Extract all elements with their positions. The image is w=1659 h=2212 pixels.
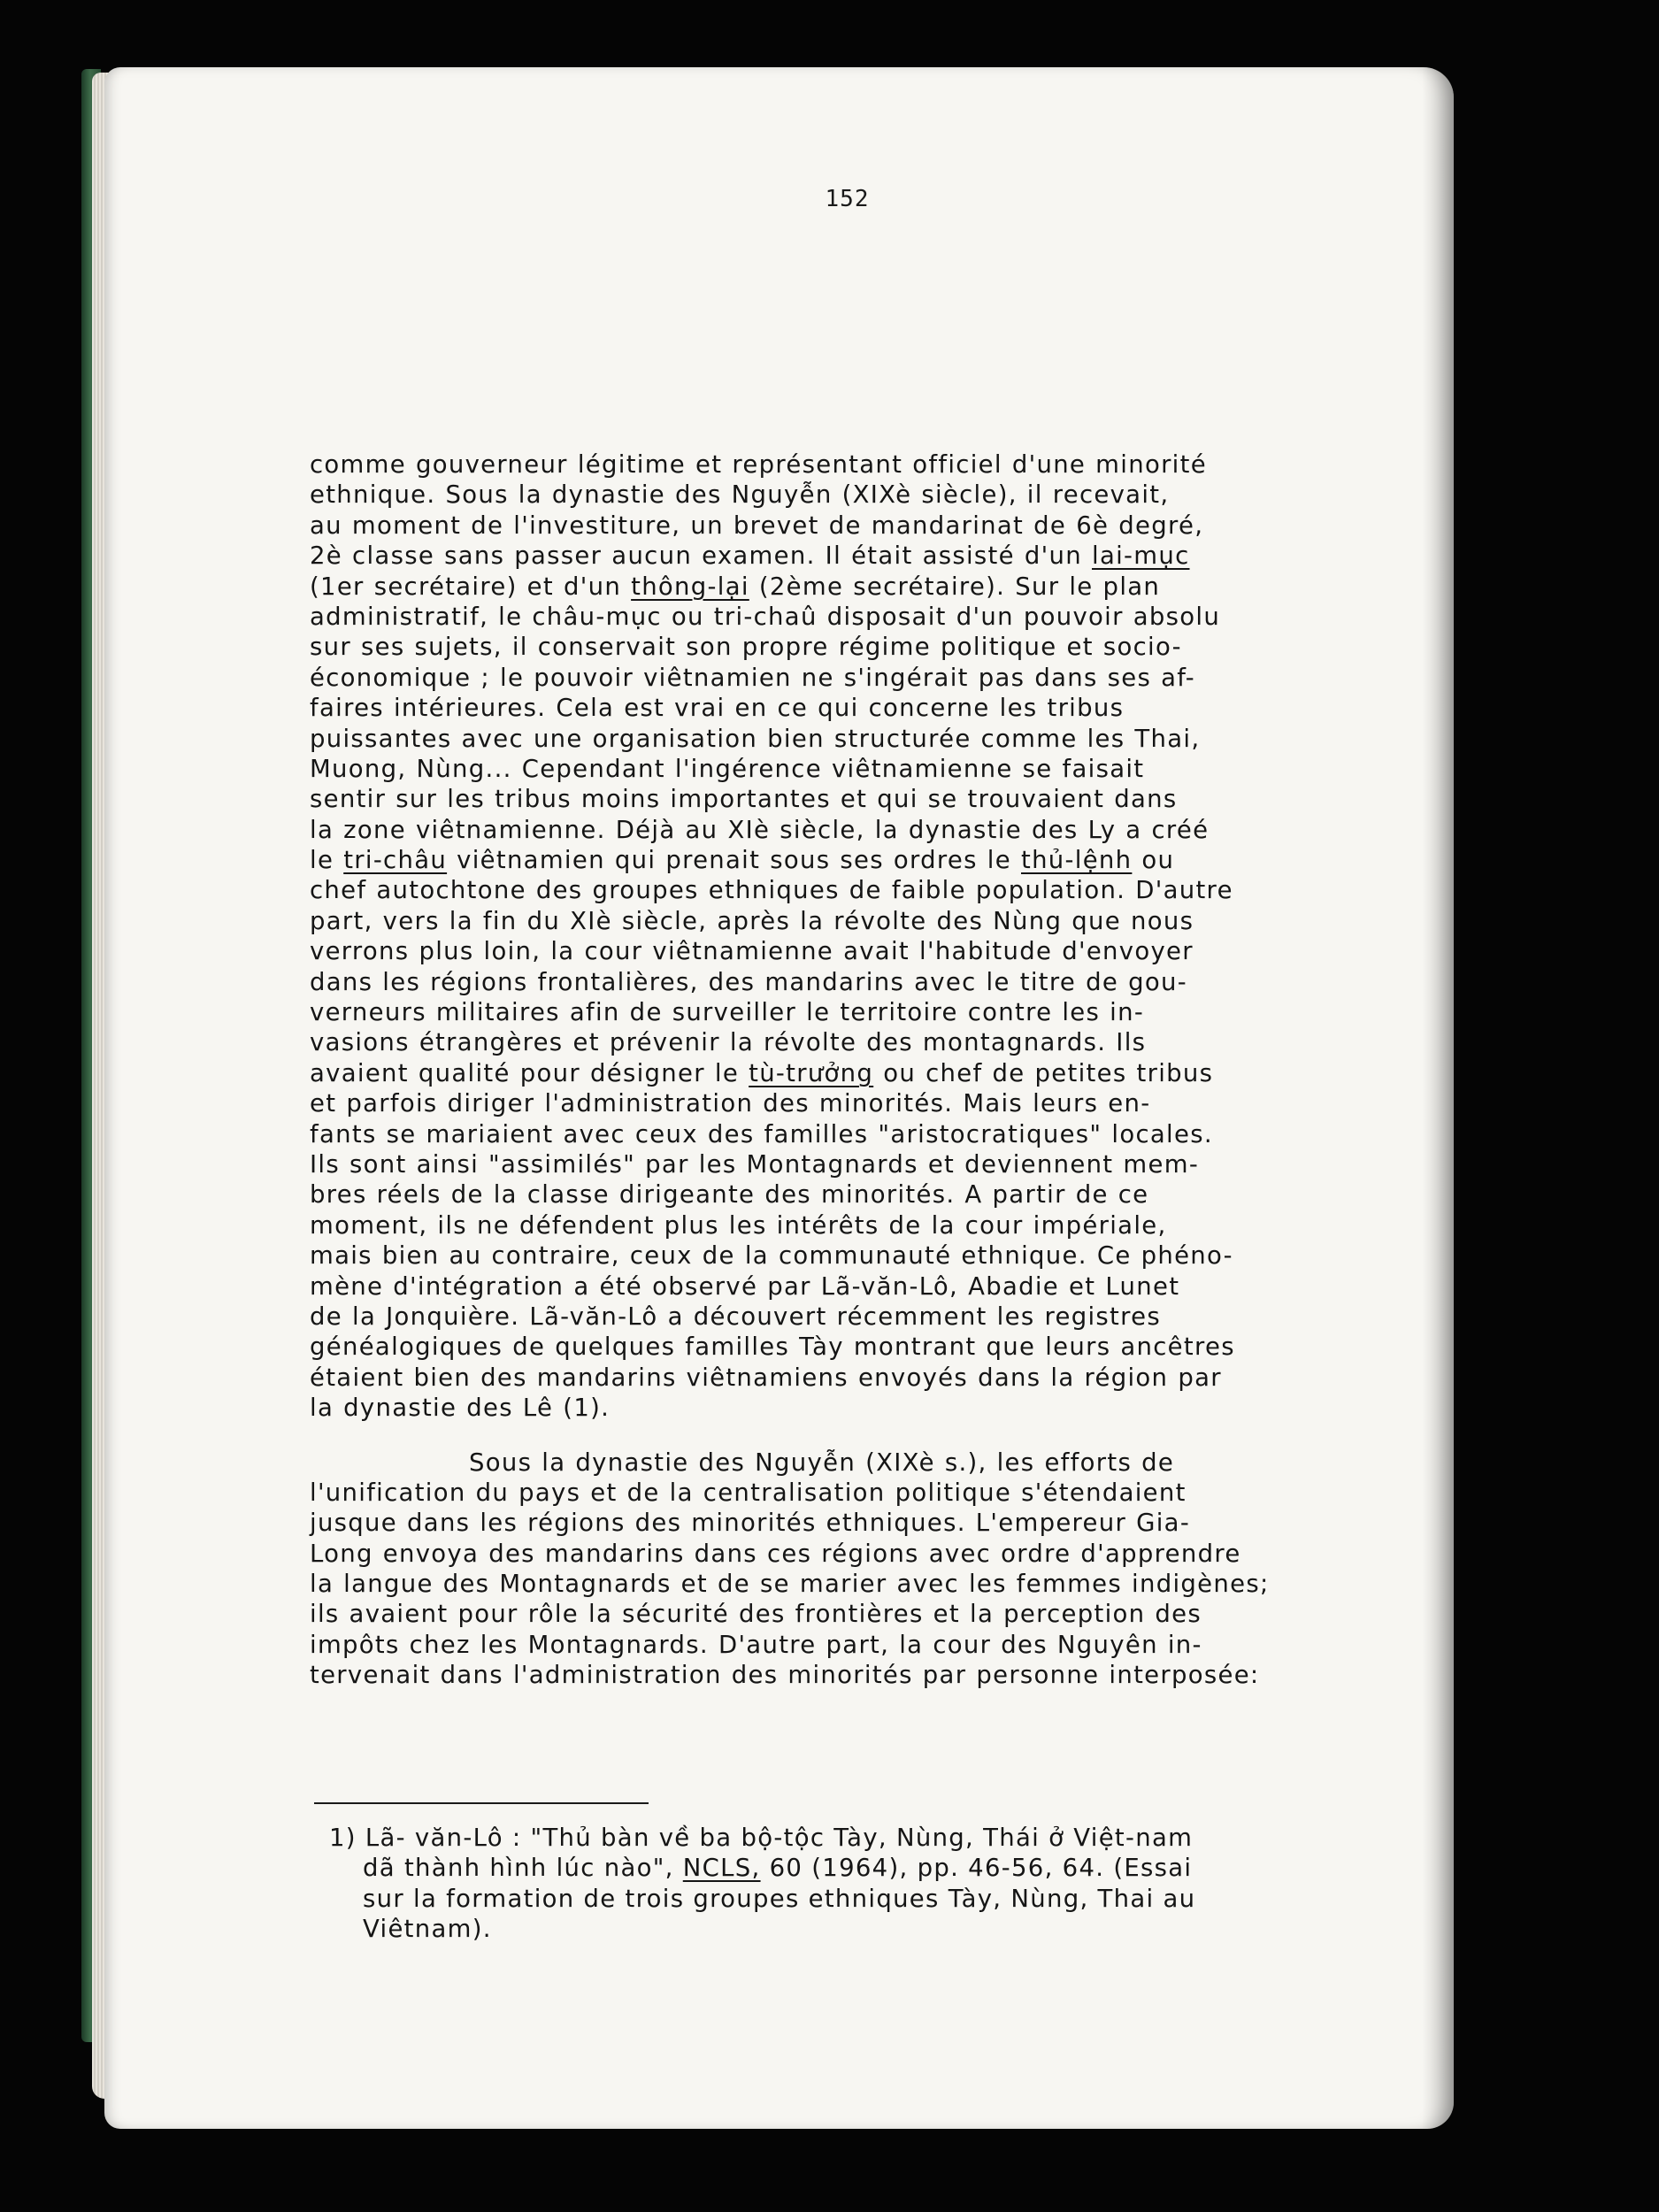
text-run: sentir sur les tribus moins importantes et qui se trouvaient dans bbox=[310, 785, 1178, 814]
paragraph-1 bbox=[310, 449, 1486, 1424]
text-run: ou bbox=[1132, 846, 1175, 875]
text-line bbox=[310, 875, 1486, 905]
text-line bbox=[310, 997, 1486, 1027]
text-line bbox=[310, 936, 1486, 966]
text-line bbox=[310, 1363, 1486, 1393]
text-run: mais bien au contraire, ceux de la communauté ethnique. Ce phéno- bbox=[310, 1241, 1233, 1271]
text-line bbox=[310, 1332, 1486, 1362]
footnote-separator bbox=[314, 1802, 649, 1804]
text-run: viêtnamien qui prenait sous ses ordres le bbox=[447, 846, 1021, 875]
text-line bbox=[310, 511, 1486, 541]
page-number: 152 bbox=[825, 186, 870, 212]
text-line bbox=[310, 784, 1486, 814]
underlined-term: tri-châu bbox=[343, 846, 448, 875]
text-run: sur la formation de trois groupes ethniques Tày, Nùng, Thai au bbox=[363, 1884, 1196, 1913]
text-run: administratif, le châu-mục ou tri-chaû disposait d'un pouvoir absolu bbox=[310, 602, 1221, 631]
text-run: ou chef de petites tribus bbox=[873, 1058, 1214, 1087]
text-line bbox=[310, 1302, 1486, 1332]
text-run: tervenait dans l'administration des minorités par personne interposée: bbox=[310, 1661, 1260, 1690]
text-run: vasions étrangères et prévenir la révolte des montagnards. Ils bbox=[310, 1028, 1147, 1057]
footnote-line bbox=[329, 1823, 1479, 1853]
text-line bbox=[310, 1240, 1486, 1271]
text-run: la dynastie des Lê (1). bbox=[310, 1394, 611, 1423]
text-run: Muong, Nùng... Cependant l'ingérence viêtnamienne se faisait bbox=[310, 754, 1145, 783]
text-line bbox=[310, 1393, 1486, 1423]
text-run: généalogiques de quelques familles Tày montrant que leurs ancêtres bbox=[310, 1333, 1235, 1362]
text-run: moment, ils ne défendent plus les intérêts de la cour impériale, bbox=[310, 1210, 1167, 1240]
text-run: Viêtnam). bbox=[363, 1915, 492, 1944]
footnote-line bbox=[329, 1853, 1479, 1883]
paragraph-2 bbox=[310, 1448, 1486, 1691]
text-line bbox=[310, 1088, 1486, 1118]
underlined-term: lai-mục bbox=[1092, 541, 1190, 571]
text-line bbox=[310, 1630, 1486, 1660]
text-run: dans les régions frontalières, des mandarins avec le titre de gou- bbox=[310, 967, 1187, 996]
text-run: 1) Lã- văn-Lô : "Thủ bàn về ba bộ-tộc Tày, Nùng, Thái ở Việt-nam bbox=[329, 1824, 1194, 1852]
text-run: part, vers la fin du XIè siècle, après la révolte des Nùng que nous bbox=[310, 906, 1194, 935]
text-line bbox=[310, 1149, 1486, 1179]
text-run: 2è classe sans passer aucun examen. Il était assisté d'un bbox=[310, 541, 1093, 571]
text-run: verrons plus loin, la cour viêtnamienne avait l'habitude d'envoyer bbox=[310, 937, 1194, 966]
underlined-term: NCLS, bbox=[682, 1854, 761, 1883]
text-line bbox=[310, 906, 1486, 936]
text-line bbox=[310, 572, 1486, 602]
text-line bbox=[310, 480, 1486, 510]
footnote bbox=[329, 1823, 1479, 1945]
text-line bbox=[310, 1478, 1486, 1508]
text-line bbox=[310, 724, 1486, 754]
text-line bbox=[310, 602, 1486, 632]
text-run: Long envoya des mandarins dans ces régions avec ordre d'apprendre bbox=[310, 1539, 1241, 1568]
text-line bbox=[310, 632, 1486, 662]
text-run: comme gouverneur légitime et représentant officiel d'une minorité bbox=[310, 450, 1207, 479]
text-line bbox=[310, 449, 1486, 480]
text-run: impôts chez les Montagnards. D'autre part, la cour des Nguyên in- bbox=[310, 1630, 1202, 1659]
text-line bbox=[310, 693, 1486, 723]
text-run: le bbox=[310, 846, 344, 875]
paragraph-gap bbox=[310, 1424, 1486, 1448]
text-line bbox=[310, 1210, 1486, 1240]
main-text bbox=[310, 449, 1486, 1691]
text-run: la langue des Montagnards et de se marier avec les femmes indigènes; bbox=[310, 1570, 1270, 1599]
underlined-term: thông-lại bbox=[631, 572, 749, 601]
text-run: sur ses sujets, il conservait son propre régime politique et socio- bbox=[310, 633, 1182, 662]
text-line bbox=[310, 663, 1486, 693]
footnote-line bbox=[329, 1884, 1479, 1914]
text-run: fants se mariaient avec ceux des familles "aristocratiques" locales. bbox=[310, 1119, 1213, 1148]
text-line bbox=[310, 845, 1486, 875]
text-line bbox=[310, 967, 1486, 997]
text-line bbox=[310, 754, 1486, 784]
text-run: ils avaient pour rôle la sécurité des frontières et la perception des bbox=[310, 1600, 1202, 1629]
text-run: et parfois diriger l'administration des minorités. Mais leurs en- bbox=[310, 1089, 1151, 1118]
footnote-line bbox=[329, 1914, 1479, 1944]
text-run: bres réels de la classe dirigeante des minorités. A partir de ce bbox=[310, 1180, 1149, 1210]
text-run: verneurs militaires afin de surveiller le territoire contre les in- bbox=[310, 998, 1145, 1027]
text-run: avaient qualité pour désigner le bbox=[310, 1058, 749, 1087]
text-run: la zone viêtnamienne. Déjà au XIè siècle, la dynastie des Ly a créé bbox=[310, 815, 1210, 844]
text-line bbox=[310, 1569, 1486, 1599]
text-line bbox=[310, 1660, 1486, 1690]
text-run: chef autochtone des groupes ethniques de faible population. D'autre bbox=[310, 876, 1233, 905]
text-line bbox=[310, 541, 1486, 571]
text-run: jusque dans les régions des minorités ethniques. L'empereur Gia- bbox=[310, 1509, 1191, 1538]
text-run: (2ème secrétaire). Sur le plan bbox=[749, 572, 1161, 601]
underlined-term: thủ-lệnh bbox=[1021, 846, 1133, 875]
text-run: au moment de l'investiture, un brevet de mandarinat de 6è degré, bbox=[310, 511, 1204, 540]
text-line bbox=[310, 1448, 1486, 1478]
text-run: Ils sont ainsi "assimilés" par les Montagnards et deviennent mem- bbox=[310, 1149, 1200, 1179]
text-run: faires intérieures. Cela est vrai en ce qui concerne les tribus bbox=[310, 694, 1125, 723]
text-line bbox=[310, 1539, 1486, 1569]
text-line bbox=[310, 1119, 1486, 1149]
underlined-term: tù-trưởng bbox=[749, 1058, 874, 1087]
text-line bbox=[310, 1058, 1486, 1088]
text-run: ethnique. Sous la dynastie des Nguyễn (XIXè siècle), il recevait, bbox=[310, 480, 1170, 510]
text-run: économique ; le pouvoir viêtnamien ne s'ingérait pas dans ses af- bbox=[310, 663, 1196, 692]
text-line bbox=[310, 1271, 1486, 1302]
text-run: étaient bien des mandarins viêtnamiens envoyés dans la région par bbox=[310, 1363, 1222, 1392]
text-line bbox=[310, 1027, 1486, 1057]
text-run: (1er secrétaire) et d'un bbox=[310, 572, 632, 601]
text-run: de la Jonquière. Lã-văn-Lô a découvert récemment les registres bbox=[310, 1302, 1161, 1331]
text-line bbox=[310, 815, 1486, 845]
text-run: mène d'intégration a été observé par Lã-văn-Lô, Abadie et Lunet bbox=[310, 1271, 1180, 1301]
text-run: 60 (1964), pp. 46-56, 64. (Essai bbox=[760, 1854, 1193, 1883]
text-line bbox=[310, 1599, 1486, 1629]
text-run: dã thành hình lúc nào", bbox=[363, 1854, 683, 1883]
text-run: l'unification du pays et de la centralisation politique s'étendaient bbox=[310, 1478, 1187, 1507]
text-run: Sous la dynastie des Nguyễn (XIXè s.), les efforts de bbox=[469, 1448, 1175, 1477]
text-run: puissantes avec une organisation bien structurée comme les Thai, bbox=[310, 724, 1201, 753]
text-line bbox=[310, 1508, 1486, 1538]
text-line bbox=[310, 1179, 1486, 1210]
